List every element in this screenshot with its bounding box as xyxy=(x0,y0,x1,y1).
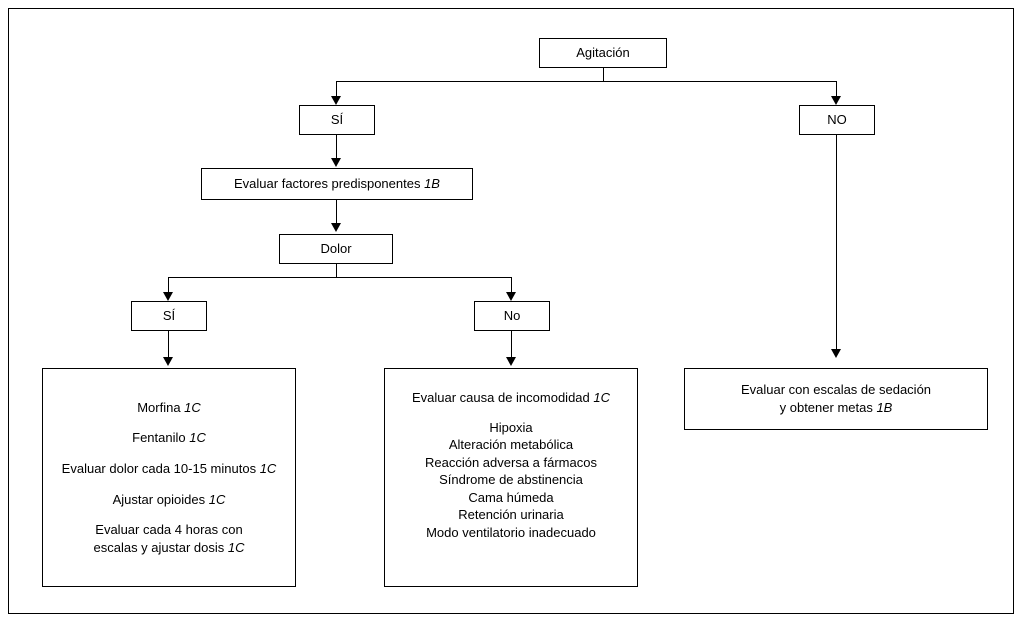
arrowhead-factores-to-dolor xyxy=(331,223,341,232)
incomodidad-causa-2: Reacción adversa a fármacos xyxy=(425,454,597,470)
tratamiento-item-2: Evaluar dolor cada 10-15 minutos 1C xyxy=(61,460,277,476)
tratamiento-item-4: Evaluar cada 4 horas con escalas y ajustar dosis 1C xyxy=(93,522,245,555)
node-agitacion-label: Agitación xyxy=(576,45,630,61)
grade-1c-evaluar-4h: 1C xyxy=(227,539,245,555)
sedacion-line-1: Evaluar con escalas de sedación xyxy=(740,382,932,398)
arrowhead-no-to-sedacion xyxy=(831,349,841,358)
node-dolor-no xyxy=(474,301,550,331)
tratamiento-item-0: Morfina 1C xyxy=(137,399,201,415)
box-incomodidad xyxy=(384,368,638,587)
incomodidad-causa-3: Síndrome de abstinencia xyxy=(439,472,583,488)
incomodidad-causa-1: Alteración metabólica xyxy=(448,437,574,453)
grade-1c-incomodidad: 1C xyxy=(593,390,610,405)
connector-agitacion-stem xyxy=(603,68,604,81)
arrowhead-si-to-factores xyxy=(331,158,341,167)
incomodidad-causa-6: Modo ventilatorio inadecuado xyxy=(426,524,596,540)
sedacion-line-2: y obtener metas 1B xyxy=(779,400,893,415)
node-no-top-label: NO xyxy=(827,112,847,128)
node-dolor-label: Dolor xyxy=(320,241,352,257)
connector-si-to-tratamiento xyxy=(168,331,169,358)
connector-to-si xyxy=(336,81,337,97)
connector-to-dolor-no xyxy=(511,277,512,293)
node-dolor-no-label: No xyxy=(503,308,521,324)
box-sedacion xyxy=(684,368,988,430)
connector-split-top xyxy=(336,81,836,82)
node-evaluar-factores xyxy=(201,168,473,200)
grade-1b-factores: 1B xyxy=(424,176,440,192)
arrowhead-to-dolor-no xyxy=(506,292,516,301)
connector-no-to-sedacion xyxy=(836,135,837,350)
node-dolor xyxy=(279,234,393,264)
connector-to-dolor-si xyxy=(168,277,169,293)
connector-no-to-incomodidad xyxy=(511,331,512,358)
connector-dolor-stem xyxy=(336,264,337,277)
node-dolor-si-label: SÍ xyxy=(162,308,176,324)
incomodidad-spacer xyxy=(393,407,629,419)
incomodidad-causa-0: Hipoxia xyxy=(489,419,533,435)
connector-to-no xyxy=(836,81,837,97)
node-evaluar-factores-label: Evaluar factores predisponentes 1B xyxy=(234,176,440,192)
arrowhead-no-to-incomodidad xyxy=(506,357,516,366)
incomodidad-causa-5: Retención urinaria xyxy=(458,507,564,523)
grade-1b-sedacion: 1B xyxy=(876,400,893,415)
arrowhead-si-to-tratamiento xyxy=(163,357,173,366)
node-dolor-si xyxy=(131,301,207,331)
arrowhead-to-dolor-si xyxy=(163,292,173,301)
incomodidad-causa-4: Cama húmeda xyxy=(468,489,554,505)
node-agitacion xyxy=(539,38,667,68)
arrowhead-to-si xyxy=(331,96,341,105)
grade-1c-fentanilo: 1C xyxy=(189,430,206,446)
connector-si-to-factores xyxy=(336,135,337,159)
tratamiento-item-3: Ajustar opioides 1C xyxy=(112,491,226,507)
grade-1c-evaluar-dolor: 1C xyxy=(259,460,277,476)
connector-factores-to-dolor xyxy=(336,200,337,224)
tratamiento-item-1: Fentanilo 1C xyxy=(132,430,206,446)
arrowhead-to-no xyxy=(831,96,841,105)
node-si-top-label: SÍ xyxy=(330,112,344,128)
connector-split-dolor xyxy=(168,277,511,278)
grade-1c-ajustar-opioides: 1C xyxy=(208,491,226,507)
grade-1c-morfina: 1C xyxy=(184,399,201,415)
incomodidad-header: Evaluar causa de incomodidad 1C xyxy=(411,390,610,405)
node-no-top xyxy=(799,105,875,135)
box-tratamiento-dolor xyxy=(42,368,296,587)
node-si-top xyxy=(299,105,375,135)
